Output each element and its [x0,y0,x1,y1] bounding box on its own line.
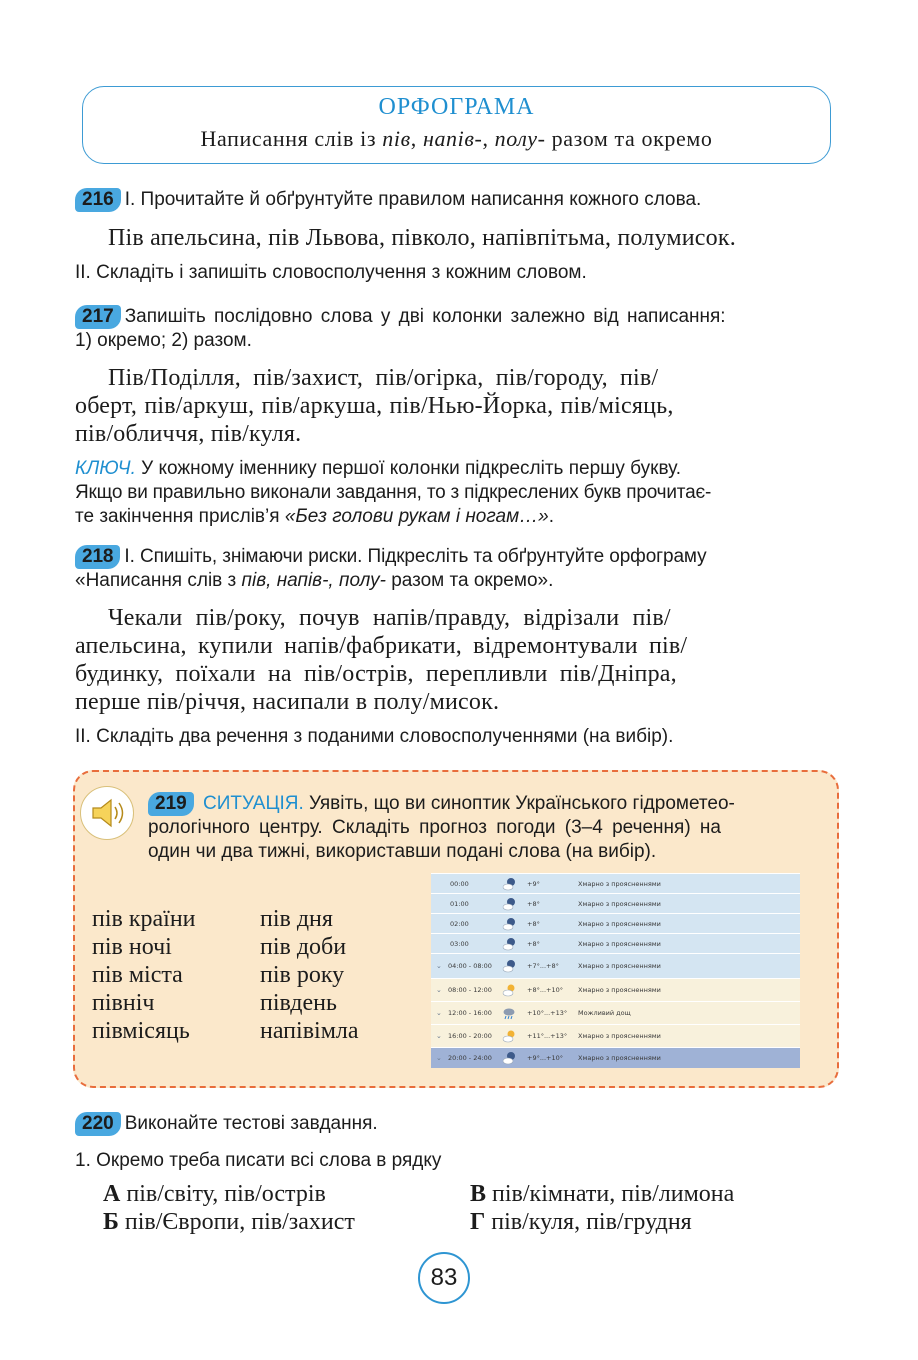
exercise-218-task2: «Написання слів з пів, напів-, полу- разом та окремо». [75,570,554,591]
weather-description: Хмарно з проясненнями [578,1032,661,1040]
word-item: північ [92,990,155,1016]
cloud-sun-icon [502,983,516,997]
weather-row[interactable] [431,1024,800,1047]
exercise-217-key-line3: те закінчення прислів’я «Без голови рукам і ногам…». [75,506,554,527]
word-item: південь [260,990,337,1016]
exercise-216-task2: ІІ. Складіть і запишіть словосполучення з кожним словом. [75,262,587,283]
answer-v: В пів/кімнати, пів/лимона [470,1181,735,1207]
weather-temperature: +11°...+13° [527,1032,568,1040]
weather-row [431,913,800,933]
exercise-216-words: Пів апельсина, пів Львова, півколо, напівпітьма, полумисок. [108,225,736,251]
exercise-217-key-line1: КЛЮЧ. У кожному іменнику першої колонки підкресліть першу букву. [75,458,681,479]
speaker-icon [80,786,134,840]
weather-description: Хмарно з проясненнями [578,986,661,994]
orthogram-box [82,86,831,164]
weather-description: Хмарно з проясненнями [578,962,661,970]
chevron-down-icon[interactable]: ⌄ [436,962,442,970]
page-number: 83 [418,1252,470,1304]
weather-row[interactable] [431,978,800,1001]
orthogram-title: ОРФОГРАМА [378,94,535,120]
rain-cloud-icon [502,1006,516,1020]
weather-time: 03:00 [450,939,469,948]
word-item: пів дня [260,906,333,932]
word-item: півмісяць [92,1018,190,1044]
cloud-moon-icon [502,937,516,951]
orthogram-subtitle: Написання слів із пів, напів-, полу- разом та окремо [200,126,713,151]
weather-row[interactable] [431,1047,800,1068]
weather-time: 02:00 [450,919,469,928]
weather-time: 08:00 - 12:00 [448,986,492,994]
weather-temperature: +9° [527,879,540,888]
exercise-218-words-line1: Чекали пів/року, почув напів/правду, відрізали пів/ [108,605,671,631]
cloud-moon-icon [502,1051,516,1065]
weather-time: 20:00 - 24:00 [448,1054,492,1062]
cloud-moon-icon [502,897,516,911]
answer-g: Г пів/куля, пів/грудня [470,1209,692,1235]
exercise-number: 220 [75,1112,121,1136]
answer-a: А пів/світу, пів/острів [103,1181,326,1207]
exercise-217-task1: 217 Запишіть послідовно слова у дві колонки залежно від написання: [75,305,843,329]
exercise-217-task2: 1) окремо; 2) разом. [75,330,252,351]
weather-row[interactable] [431,953,800,978]
exercise-219-line1: 219 СИТУАЦІЯ. Уявіть, що ви синоптик Українського гідрометео- [148,792,828,816]
weather-description: Хмарно з проясненнями [578,919,661,928]
cloud-moon-icon [502,917,516,931]
exercise-219-line2: рологічного центру. Складіть прогноз погоди (3–4 речення) на [148,817,721,838]
weather-time: 04:00 - 08:00 [448,962,492,970]
word-item: пів доби [260,934,347,960]
weather-time: 01:00 [450,899,469,908]
cloud-sun-icon [502,1029,516,1043]
weather-time: 00:00 [450,879,469,888]
word-column-2 [260,905,359,1045]
chevron-down-icon[interactable]: ⌄ [436,986,442,994]
cloud-moon-icon [502,877,516,891]
weather-description: Хмарно з проясненнями [578,939,661,948]
weather-temperature: +8° [527,899,540,908]
weather-time: 16:00 - 20:00 [448,1032,492,1040]
weather-temperature: +9°...+10° [527,1054,563,1062]
exercise-218-task3: ІІ. Складіть два речення з поданими словосполученнями (на вибір). [75,726,674,747]
weather-temperature: +7°...+8° [527,962,559,970]
exercise-number: 218 [75,545,120,569]
word-item: пів міста [92,962,183,988]
weather-row [431,873,800,893]
weather-time: 12:00 - 16:00 [448,1009,492,1017]
weather-description: Хмарно з проясненнями [578,899,661,908]
weather-temperature: +8° [527,919,540,928]
exercise-217-words-line1: Пів/Поділля, пів/захист, пів/огірка, пів/городу, пів/ [108,365,659,391]
exercise-218-words-line3: будинку, поїхали на пів/острів, перепливли пів/Дніпра, [75,661,677,687]
exercise-number: 219 [148,792,194,816]
word-item: пів року [260,962,345,988]
weather-temperature: +8° [527,939,540,948]
exercise-number: 216 [75,188,121,212]
exercise-217-words-line2: оберт, пів/аркуш, пів/аркуша, пів/Нью-Йорка, пів/місяць, [75,393,674,419]
weather-temperature: +8°...+10° [527,986,563,994]
weather-temperature: +10°...+13° [527,1009,568,1017]
weather-row [431,893,800,913]
chevron-down-icon[interactable]: ⌄ [436,1009,442,1017]
weather-row[interactable] [431,1001,800,1024]
cloud-moon-icon [502,959,516,973]
chevron-down-icon[interactable]: ⌄ [436,1054,442,1062]
exercise-220-question-1: 1. Окремо треба писати всі слова в рядку [75,1150,442,1171]
key-label: КЛЮЧ. [75,458,136,479]
weather-description: Можливий дощ [578,1009,631,1017]
exercise-217-words-line3: пів/обличчя, пів/куля. [75,421,302,447]
word-item: пів країни [92,906,196,932]
exercise-220-task: 220 Виконайте тестові завдання. [75,1112,843,1136]
answer-b: Б пів/Європи, пів/захист [103,1209,355,1235]
chevron-down-icon[interactable]: ⌄ [436,1032,442,1040]
exercise-216-task1: 216 І. Прочитайте й обґрунтуйте правилом написання кожного слова. [75,188,843,212]
weather-description: Хмарно з проясненнями [578,879,661,888]
exercise-218-words-line4: перше пів/річчя, насипали в полу/мисок. [75,689,500,715]
weather-description: Хмарно з проясненнями [578,1054,661,1062]
word-column-1 [92,905,196,1045]
weather-row [431,933,800,953]
word-item: напівімла [260,1018,359,1044]
exercise-219-line3: один чи два тижні, використавши подані слова (на вибір). [148,841,657,862]
exercise-218-task1: 218 І. Спишіть, знімаючи риски. Підкресліть та обґрунтуйте орфограму [75,545,843,569]
weather-forecast-table [431,873,800,1068]
exercise-number: 217 [75,305,121,329]
exercise-217-key-line2: Якщо ви правильно виконали завдання, то з підкреслених букв прочитає- [75,482,712,503]
exercise-218-words-line2: апельсина, купили напів/фабрикати, відремонтували пів/ [75,633,688,659]
situation-label: СИТУАЦІЯ. [202,793,304,814]
word-item: пів ночі [92,934,172,960]
